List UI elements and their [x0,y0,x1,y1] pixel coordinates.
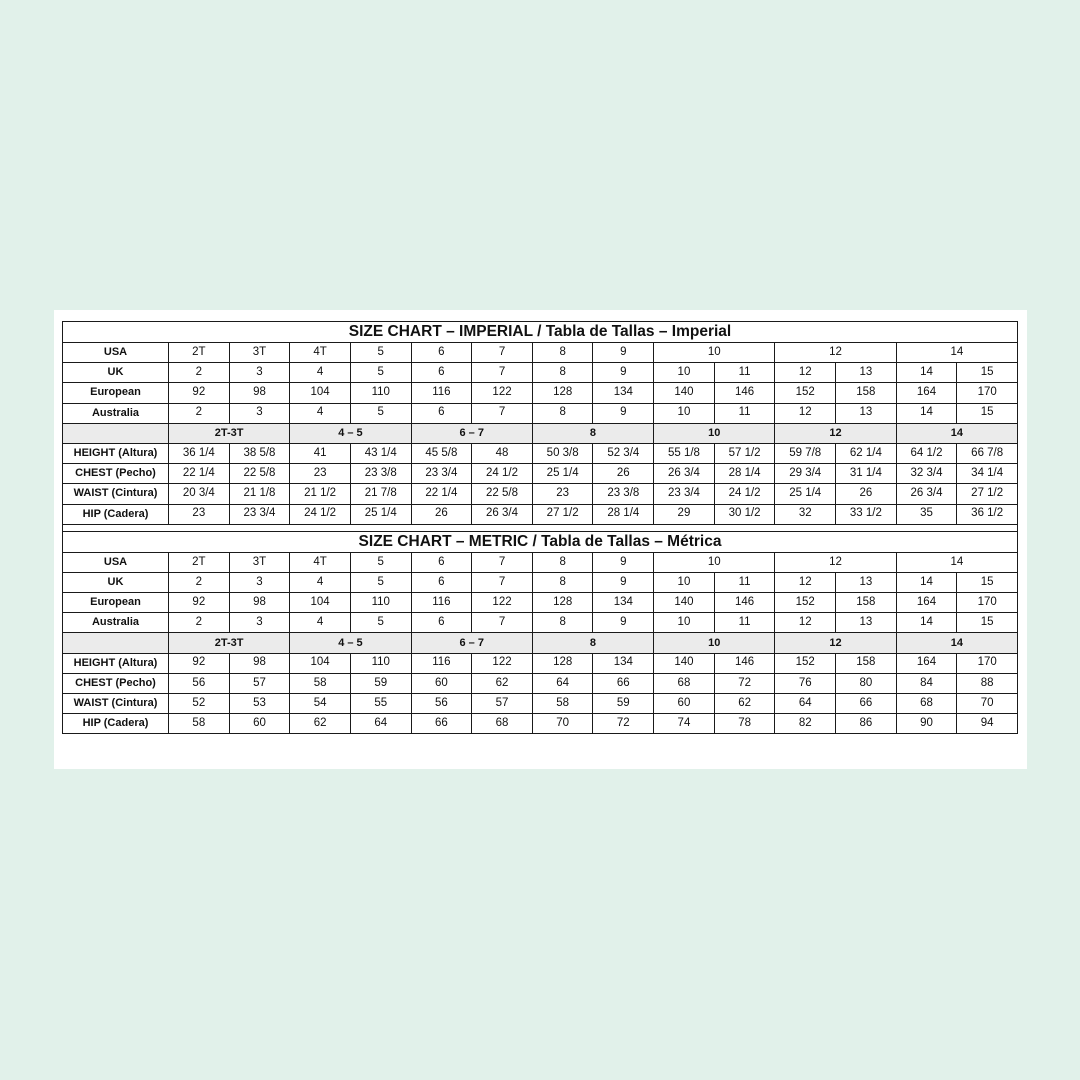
table-cell: 7 [472,343,533,363]
metric-title-row [63,531,1018,552]
table-cell: 26 [593,464,654,484]
table-cell: 21 1/8 [229,484,290,504]
table-cell: 33 1/2 [836,504,897,524]
table-cell: 23 3/4 [654,484,715,504]
table-cell: 9 [593,613,654,633]
table-cell: 80 [836,673,897,693]
table-cell: 7 [472,572,533,592]
row-label: Australia [63,613,169,633]
size-group-header: 4 – 5 [290,423,411,443]
table-cell: 7 [472,403,533,423]
table-cell: 24 1/2 [472,464,533,484]
size-group-header: 2T-3T [169,633,290,653]
table-row [63,653,1018,673]
table-row [63,343,1018,363]
table-cell: 13 [836,363,897,383]
table-cell: 4 [290,363,351,383]
table-cell: 32 3/4 [896,464,957,484]
table-cell: 11 [714,363,775,383]
table-cell: 15 [957,613,1018,633]
table-cell: 6 [411,572,472,592]
table-cell: 25 1/4 [775,484,836,504]
imperial-chart-title: SIZE CHART – IMPERIAL / Tabla de Tallas – Imperial [63,322,1018,343]
size-group-header: 12 [775,633,896,653]
table-cell: 72 [714,673,775,693]
row-label: HEIGHT (Altura) [63,443,169,463]
table-cell: 134 [593,653,654,673]
table-cell: 10 [654,572,715,592]
table-cell: 13 [836,403,897,423]
table-cell: 58 [290,673,351,693]
table-cell: 62 [290,714,351,734]
row-label: WAIST (Cintura) [63,694,169,714]
table-cell: 6 [411,613,472,633]
table-cell: 8 [532,343,593,363]
table-cell: 82 [775,714,836,734]
table-cell: 92 [169,593,230,613]
table-cell: 27 1/2 [957,484,1018,504]
row-label: UK [63,572,169,592]
size-group-header: 8 [532,633,653,653]
table-cell: 66 7/8 [957,443,1018,463]
table-cell: 23 3/4 [229,504,290,524]
table-cell: 59 [350,673,411,693]
table-cell: 146 [714,383,775,403]
size-group-header: 14 [896,423,1017,443]
table-cell: 22 5/8 [472,484,533,504]
table-cell: 36 1/2 [957,504,1018,524]
table-cell: 116 [411,383,472,403]
table-cell: 57 1/2 [714,443,775,463]
row-label: USA [63,343,169,363]
table-cell: 27 1/2 [532,504,593,524]
table-cell: 78 [714,714,775,734]
table-cell: 12 [775,552,896,572]
table-cell: 31 1/4 [836,464,897,484]
table-cell: 14 [896,363,957,383]
metric-chart-title: SIZE CHART – METRIC / Tabla de Tallas – Métrica [63,531,1018,552]
table-cell: 2T [169,343,230,363]
table-cell: 48 [472,443,533,463]
table-cell: 58 [169,714,230,734]
table-cell: 3 [229,572,290,592]
table-cell: 28 1/4 [714,464,775,484]
table-cell: 122 [472,653,533,673]
size-group-header: 2T-3T [169,423,290,443]
table-cell: 52 3/4 [593,443,654,463]
table-cell: 7 [472,363,533,383]
table-cell: 4T [290,343,351,363]
table-cell: 43 1/4 [350,443,411,463]
table-cell: 2 [169,613,230,633]
table-cell: 3T [229,552,290,572]
row-label: HIP (Cadera) [63,504,169,524]
table-cell: 45 5/8 [411,443,472,463]
table-cell: 10 [654,552,775,572]
table-cell: 2T [169,552,230,572]
table-cell: 55 1/8 [654,443,715,463]
table-cell: 29 [654,504,715,524]
table-row [63,363,1018,383]
table-cell: 98 [229,383,290,403]
table-cell: 59 [593,694,654,714]
size-group-header: 14 [896,633,1017,653]
table-cell: 29 3/4 [775,464,836,484]
table-cell: 20 3/4 [169,484,230,504]
table-cell: 7 [472,552,533,572]
table-cell: 8 [532,613,593,633]
table-cell: 72 [593,714,654,734]
table-cell: 76 [775,673,836,693]
table-cell: 4 [290,613,351,633]
table-cell: 66 [411,714,472,734]
row-label: Australia [63,403,169,423]
table-row [63,714,1018,734]
table-cell: 146 [714,653,775,673]
table-cell: 170 [957,383,1018,403]
table-cell: 57 [229,673,290,693]
table-cell: 14 [896,403,957,423]
table-cell: 66 [836,694,897,714]
table-cell: 53 [229,694,290,714]
table-cell: 9 [593,343,654,363]
table-cell: 35 [896,504,957,524]
table-cell: 94 [957,714,1018,734]
table-cell: 23 [169,504,230,524]
table-cell: 59 7/8 [775,443,836,463]
table-cell: 134 [593,383,654,403]
table-cell: 140 [654,593,715,613]
table-cell: 5 [350,403,411,423]
table-cell: 21 1/2 [290,484,351,504]
table-cell: 68 [472,714,533,734]
table-cell: 5 [350,572,411,592]
table-cell: 12 [775,363,836,383]
table-cell: 3T [229,343,290,363]
metric-size-group-row [63,633,1018,653]
table-cell: 92 [169,383,230,403]
table-cell: 9 [593,572,654,592]
table-cell: 6 [411,363,472,383]
table-cell: 158 [836,383,897,403]
table-cell: 12 [775,572,836,592]
table-cell: 116 [411,593,472,613]
table-cell: 4 [290,403,351,423]
table-cell: 14 [896,343,1017,363]
table-cell: 4T [290,552,351,572]
table-cell: 10 [654,343,775,363]
table-row [63,694,1018,714]
size-group-header: 10 [654,423,775,443]
table-cell: 8 [532,403,593,423]
table-cell: 2 [169,403,230,423]
table-cell: 128 [532,593,593,613]
table-cell: 170 [957,653,1018,673]
table-cell: 128 [532,383,593,403]
group-row-blank [63,633,169,653]
table-cell: 15 [957,403,1018,423]
table-cell: 84 [896,673,957,693]
table-cell: 36 1/4 [169,443,230,463]
section-divider [63,524,1018,531]
table-cell: 14 [896,613,957,633]
table-cell: 24 1/2 [290,504,351,524]
table-row [63,593,1018,613]
row-label: European [63,593,169,613]
table-cell: 5 [350,343,411,363]
table-cell: 4 [290,572,351,592]
table-cell: 30 1/2 [714,504,775,524]
table-cell: 64 [775,694,836,714]
table-cell: 134 [593,593,654,613]
table-cell: 164 [896,653,957,673]
table-cell: 9 [593,552,654,572]
table-cell: 98 [229,593,290,613]
table-cell: 52 [169,694,230,714]
table-cell: 50 3/8 [532,443,593,463]
row-label: WAIST (Cintura) [63,484,169,504]
table-cell: 10 [654,613,715,633]
table-row [63,464,1018,484]
table-cell: 152 [775,593,836,613]
table-cell: 8 [532,552,593,572]
table-cell: 9 [593,403,654,423]
table-cell: 110 [350,653,411,673]
table-cell: 54 [290,694,351,714]
table-cell: 164 [896,593,957,613]
table-cell: 3 [229,403,290,423]
table-cell: 104 [290,653,351,673]
table-cell: 55 [350,694,411,714]
table-cell: 11 [714,403,775,423]
table-cell: 122 [472,593,533,613]
table-cell: 60 [654,694,715,714]
table-cell: 70 [532,714,593,734]
table-row [63,443,1018,463]
section-divider-cell [63,524,1018,531]
size-chart-table [62,321,1018,734]
table-cell: 9 [593,363,654,383]
table-cell: 26 [411,504,472,524]
row-label: CHEST (Pecho) [63,673,169,693]
table-cell: 58 [532,694,593,714]
imperial-title-row [63,322,1018,343]
table-cell: 5 [350,613,411,633]
table-cell: 116 [411,653,472,673]
table-cell: 62 1/4 [836,443,897,463]
table-cell: 8 [532,363,593,383]
size-group-header: 4 – 5 [290,633,411,653]
table-cell: 98 [229,653,290,673]
size-group-header: 6 – 7 [411,633,532,653]
table-cell: 146 [714,593,775,613]
table-cell: 110 [350,383,411,403]
table-cell: 122 [472,383,533,403]
size-group-header: 12 [775,423,896,443]
table-cell: 12 [775,343,896,363]
table-cell: 128 [532,653,593,673]
table-row [63,484,1018,504]
table-cell: 3 [229,363,290,383]
table-cell: 104 [290,383,351,403]
row-label: HIP (Cadera) [63,714,169,734]
table-row [63,403,1018,423]
table-cell: 3 [229,613,290,633]
table-cell: 60 [229,714,290,734]
table-cell: 70 [957,694,1018,714]
table-cell: 74 [654,714,715,734]
table-cell: 170 [957,593,1018,613]
table-cell: 66 [593,673,654,693]
table-cell: 12 [775,613,836,633]
table-cell: 60 [411,673,472,693]
table-cell: 23 3/4 [411,464,472,484]
table-cell: 38 5/8 [229,443,290,463]
size-chart-card [54,310,1027,769]
table-cell: 110 [350,593,411,613]
table-cell: 10 [654,403,715,423]
table-cell: 10 [654,363,715,383]
table-cell: 62 [714,694,775,714]
table-cell: 24 1/2 [714,484,775,504]
row-label: USA [63,552,169,572]
table-cell: 5 [350,552,411,572]
table-cell: 2 [169,572,230,592]
table-cell: 92 [169,653,230,673]
table-cell: 26 3/4 [472,504,533,524]
table-cell: 68 [896,694,957,714]
table-cell: 164 [896,383,957,403]
row-label: CHEST (Pecho) [63,464,169,484]
table-cell: 22 1/4 [411,484,472,504]
table-cell: 26 3/4 [654,464,715,484]
table-cell: 34 1/4 [957,464,1018,484]
table-cell: 11 [714,613,775,633]
table-cell: 14 [896,552,1017,572]
table-cell: 158 [836,593,897,613]
table-cell: 6 [411,343,472,363]
table-cell: 57 [472,694,533,714]
table-cell: 90 [896,714,957,734]
table-cell: 64 1/2 [896,443,957,463]
table-cell: 22 1/4 [169,464,230,484]
table-cell: 25 1/4 [532,464,593,484]
table-cell: 64 [532,673,593,693]
table-cell: 62 [472,673,533,693]
imperial-size-group-row [63,423,1018,443]
table-cell: 13 [836,613,897,633]
table-cell: 158 [836,653,897,673]
table-cell: 5 [350,363,411,383]
size-group-header: 8 [532,423,653,443]
table-cell: 21 7/8 [350,484,411,504]
table-cell: 8 [532,572,593,592]
table-row [63,383,1018,403]
table-cell: 152 [775,653,836,673]
table-cell: 41 [290,443,351,463]
table-cell: 2 [169,363,230,383]
table-cell: 140 [654,383,715,403]
table-cell: 11 [714,572,775,592]
table-cell: 12 [775,403,836,423]
table-cell: 22 5/8 [229,464,290,484]
row-label: UK [63,363,169,383]
row-label: European [63,383,169,403]
table-row [63,504,1018,524]
group-row-blank [63,423,169,443]
table-row [63,552,1018,572]
table-cell: 32 [775,504,836,524]
table-cell: 140 [654,653,715,673]
table-cell: 64 [350,714,411,734]
table-cell: 6 [411,403,472,423]
table-row [63,613,1018,633]
table-cell: 23 3/8 [350,464,411,484]
table-cell: 15 [957,363,1018,383]
table-cell: 7 [472,613,533,633]
table-cell: 56 [169,673,230,693]
size-group-header: 6 – 7 [411,423,532,443]
table-cell: 23 [532,484,593,504]
table-cell: 26 [836,484,897,504]
table-cell: 56 [411,694,472,714]
table-cell: 15 [957,572,1018,592]
table-cell: 6 [411,552,472,572]
table-cell: 104 [290,593,351,613]
table-cell: 14 [896,572,957,592]
row-label: HEIGHT (Altura) [63,653,169,673]
table-row [63,572,1018,592]
table-cell: 25 1/4 [350,504,411,524]
table-cell: 152 [775,383,836,403]
table-cell: 13 [836,572,897,592]
table-cell: 86 [836,714,897,734]
table-cell: 88 [957,673,1018,693]
table-cell: 28 1/4 [593,504,654,524]
table-row [63,673,1018,693]
table-cell: 68 [654,673,715,693]
table-cell: 23 [290,464,351,484]
table-cell: 23 3/8 [593,484,654,504]
table-cell: 26 3/4 [896,484,957,504]
size-group-header: 10 [654,633,775,653]
